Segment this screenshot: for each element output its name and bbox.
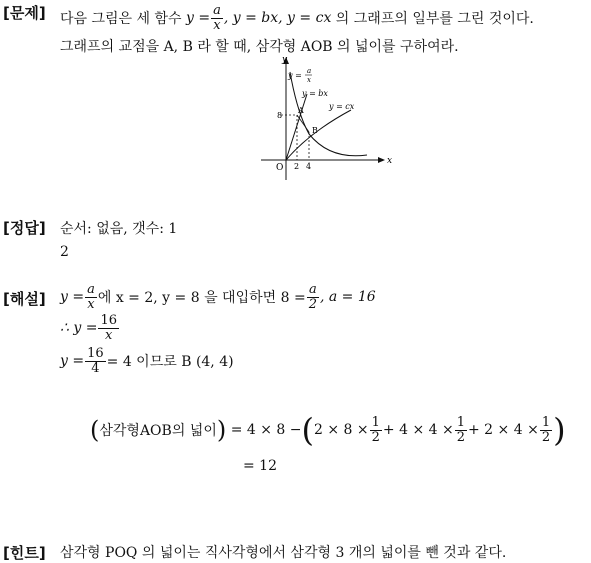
curve1-label-num: a — [307, 67, 312, 75]
term3: + 2 × 4 × — [468, 422, 539, 438]
answer-label: [정답] — [3, 219, 46, 237]
f1-fraction — [211, 4, 223, 32]
segment-ab — [297, 115, 309, 132]
s3-num: 16 — [87, 345, 104, 361]
point-a-label: A — [298, 106, 304, 115]
s1-num2: a — [308, 281, 317, 297]
s1-fraction — [85, 283, 97, 311]
big-paren-close-icon: ) — [553, 411, 566, 449]
s1-fraction2 — [307, 283, 319, 311]
explanation-step3 — [60, 343, 234, 379]
half-2-den: 2 — [456, 429, 465, 445]
f1-num: a — [213, 2, 221, 18]
problem-label: [문제] — [3, 4, 46, 22]
term1: 2 × 8 × — [313, 422, 369, 438]
s2-fraction — [98, 314, 119, 342]
s3-pre: y = — [60, 353, 85, 369]
hint-text: 삼각형 POQ 의 넓이는 직사각형에서 삼각형 3 개의 넓이를 뺀 것과 같다. — [60, 545, 507, 561]
paren-close-icon: ) — [216, 416, 227, 444]
line-bx — [286, 94, 307, 160]
s2-pre: ∴ y = — [60, 320, 98, 336]
problem-line2: 그래프의 교점을 A, B 라 할 때, 삼각형 AOB 의 넓이를 구하여라. — [60, 39, 459, 55]
half-1 — [370, 416, 382, 444]
half-1-den: 2 — [371, 429, 380, 445]
problem-line1 — [60, 0, 534, 36]
f1-den: x — [213, 17, 221, 33]
s1-den: x — [87, 296, 95, 312]
origin-label: O — [276, 163, 284, 173]
f1-lhs: y = — [186, 10, 211, 26]
big-paren-open-icon: ( — [301, 411, 314, 449]
curve1-label-lhs: y = — [288, 71, 302, 80]
explanation-label: [해설] — [3, 290, 46, 308]
area-eq: = 4 × 8 − — [230, 422, 302, 438]
s1-lhs: y = — [60, 289, 85, 305]
x-axis-label: x — [387, 156, 393, 166]
answer-line1: 순서: 없음, 갯수: 1 — [60, 221, 178, 237]
s1-tail: , a = 16 — [319, 289, 376, 305]
s1-mid: 에 x = 2, y = 8 을 대입하면 8 = — [97, 290, 306, 306]
curve2-label: y = bx — [302, 89, 328, 98]
explanation-step2 — [60, 310, 120, 346]
f-rest: , y = bx, y = cx — [223, 10, 332, 26]
point-b-label: B — [312, 126, 318, 135]
half-1-num: 1 — [371, 414, 380, 430]
tick-y8: 8 — [277, 111, 283, 120]
s2-num: 16 — [100, 312, 117, 328]
problem-line1-pre: 다음 그림은 세 함수 — [60, 11, 182, 27]
term2: + 4 × 4 × — [382, 422, 454, 438]
s1-den2: 2 — [308, 296, 317, 312]
curve3-label: y = cx — [329, 102, 355, 111]
curve1-label-den: x — [307, 76, 311, 84]
area-lhs: 삼각형AOB의 넓이 — [99, 423, 217, 439]
problem-line1-post: 의 그래프의 일부를 그린 것이다. — [335, 11, 534, 27]
answer-line2: 2 — [60, 244, 69, 260]
hint-label: [힌트] — [3, 544, 46, 562]
s3-fraction — [85, 347, 106, 375]
s2-den: x — [105, 327, 113, 343]
curve-cx — [286, 110, 351, 160]
half-3-den: 2 — [541, 429, 551, 445]
function-graph — [255, 52, 395, 184]
half-3-num: 1 — [541, 414, 551, 430]
tick-x4: 4 — [306, 162, 312, 171]
area-result: = 12 — [243, 458, 277, 474]
s3-den: 4 — [91, 360, 100, 376]
paren-open-icon: ( — [90, 416, 100, 444]
x-axis-arrow-icon — [378, 157, 385, 163]
y-axis-label: y — [282, 55, 288, 65]
half-2-num: 1 — [456, 414, 465, 430]
half-3 — [540, 416, 552, 444]
half-2 — [455, 416, 467, 444]
s1-num: a — [87, 281, 95, 297]
area-equation — [90, 410, 566, 450]
s3-tail: = 4 이므로 B (4, 4) — [106, 354, 234, 370]
tick-x2: 2 — [294, 162, 300, 171]
